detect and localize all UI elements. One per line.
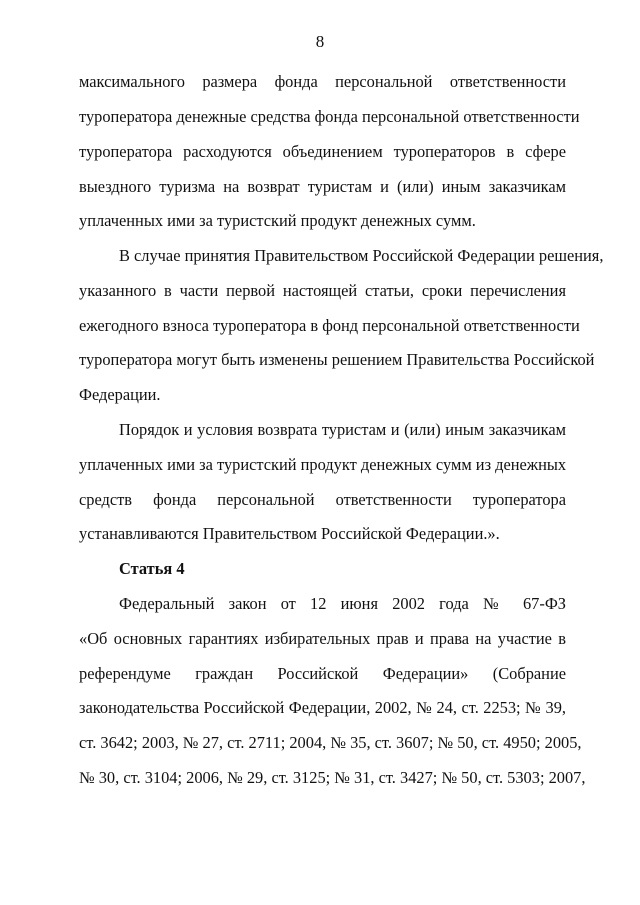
text-line: Федеральный закон от 12 июня 2002 года № 67-ФЗ [119, 594, 566, 613]
text-line: указанного в части первой настоящей статьи, сроки перечисления [79, 281, 566, 300]
text-line: Порядок и условия возврата туристам и (или) иным заказчикам [119, 420, 566, 439]
text-line: В случае принятия Правительством Российской Федерации решения, [119, 246, 604, 265]
text-line: средств фонда персональной ответственности туроператора [79, 490, 566, 509]
text-line: «Об основных гарантиях избирательных прав и права на участие в [79, 629, 566, 648]
text-line: туроператора расходуются объединением туроператоров в сфере [79, 142, 566, 161]
text-line: ежегодного взноса туроператора в фонд персональной ответственности [79, 316, 580, 335]
text-line: законодательства Российской Федерации, 2002, № 24, ст. 2253; № 39, [79, 698, 566, 717]
text-line: туроператора денежные средства фонда персональной ответственности [79, 107, 580, 126]
text-line: ст. 3642; 2003, № 27, ст. 2711; 2004, № 35, ст. 3607; № 50, ст. 4950; 2005, [79, 733, 582, 752]
text-line: максимального размера фонда персональной ответственности [79, 72, 566, 91]
text-line: уплаченных ими за туристский продукт денежных сумм из денежных [79, 455, 567, 474]
article-heading: Статья 4 [119, 559, 185, 578]
text-line: уплаченных ими за туристский продукт денежных сумм. [79, 211, 476, 230]
text-line: выездного туризма на возврат туристам и (или) иным заказчикам [79, 177, 566, 196]
text-line: Федерации. [79, 385, 161, 404]
text-line: туроператора могут быть изменены решением Правительства Российской [79, 350, 595, 369]
text-line: № 30, ст. 3104; 2006, № 29, ст. 3125; № 31, ст. 3427; № 50, ст. 5303; 2007, [79, 768, 586, 787]
text-line: устанавливаются Правительством Российской Федерации.». [79, 524, 500, 543]
page-number: 8 [315, 32, 325, 51]
text-line: референдуме граждан Российской Федерации» (Собрание [79, 664, 566, 683]
